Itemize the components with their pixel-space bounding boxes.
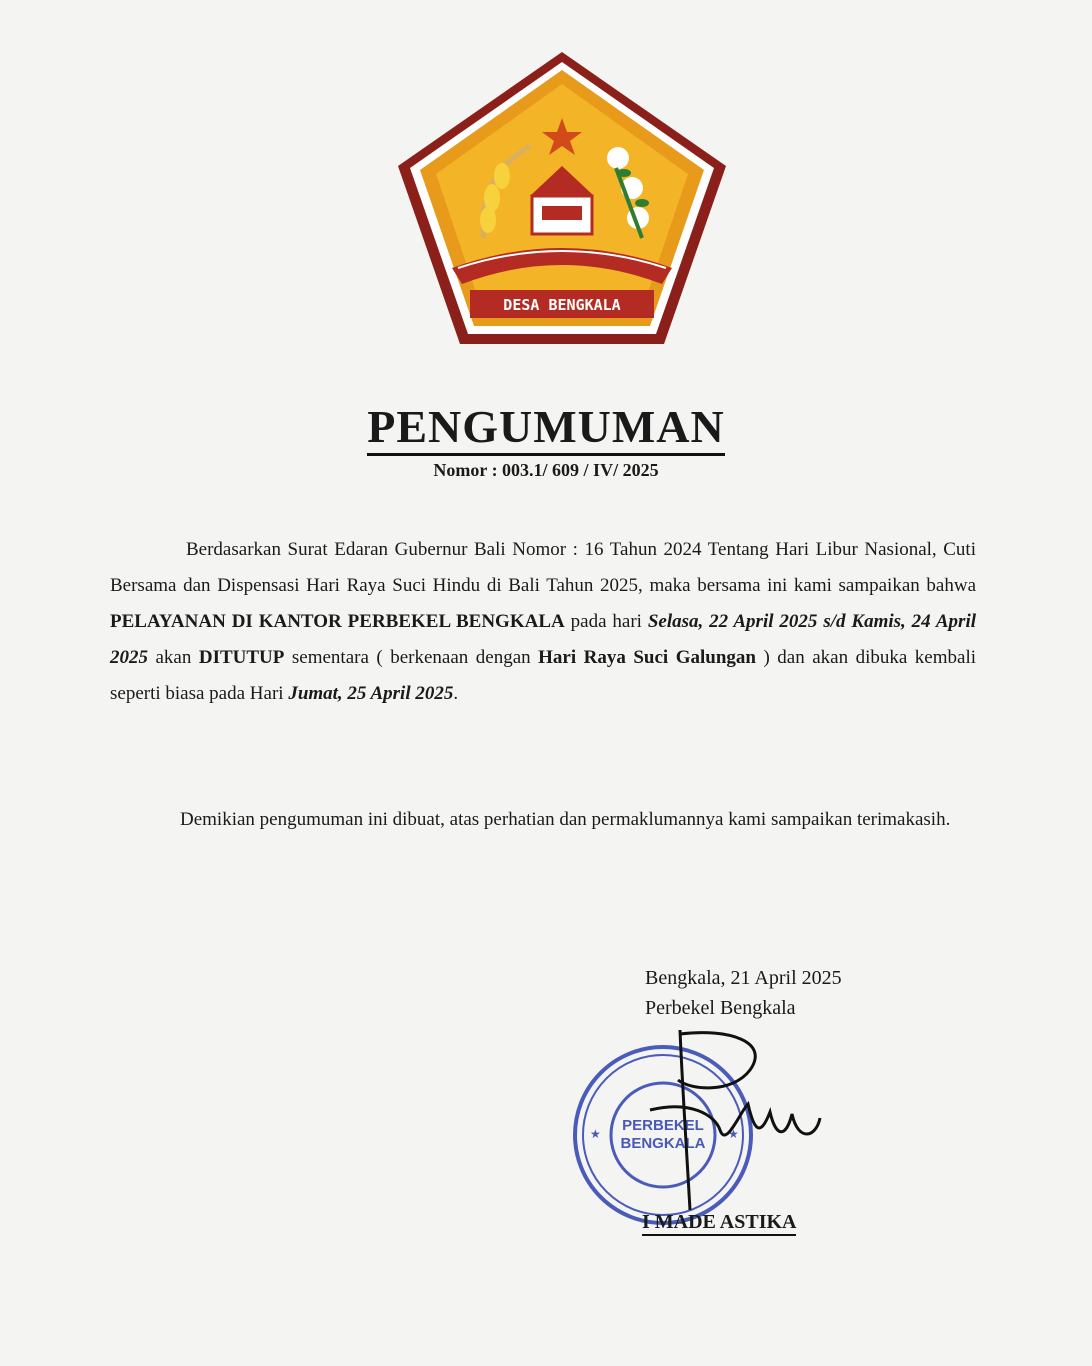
signature-place-date: Bengkala, 21 April 2025 xyxy=(645,967,842,989)
page-title: PENGUMUMAN xyxy=(0,400,1092,453)
village-emblem-logo xyxy=(392,48,732,348)
svg-text:★: ★ xyxy=(590,1127,601,1141)
announcement-paragraph: Berdasarkan Surat Edaran Gubernur Bali Nomor : 16 Tahun 2024 Tentang Hari Libur Nasional, Cuti Bersama dan Dispensasi Hari Raya Suci Hindu di Bali Tahun 2025, maka bersama ini kami sampaikan bahwa PELAYANAN DI KANTOR PERBEKEL BENGKALA pada hari Selasa, 22 April 2025 s/d Kamis, 24 April 2025 akan DITUTUP sementara ( berkenaan dengan Hari Raya Suci Galungan ) dan akan dibuka kembali seperti biasa pada Hari Jumat, 25 April 2025. xyxy=(110,539,976,704)
svg-text:PERBEKEL: PERBEKEL xyxy=(622,1117,704,1134)
document-number: Nomor : 003.1/ 609 / IV/ 2025 xyxy=(433,460,659,480)
signature-role: Perbekel Bengkala xyxy=(645,997,796,1019)
official-stamp xyxy=(568,1040,758,1230)
signatory-name: I MADE ASTIKA xyxy=(642,1211,796,1236)
svg-text:★: ★ xyxy=(728,1127,739,1141)
logo-text: DESA BENGKALA xyxy=(503,296,621,314)
closing-paragraph: Demikian pengumuman ini dibuat, atas perhatian dan permaklumannya kami sampaikan terimakasih. xyxy=(180,809,951,830)
svg-text:BENGKALA: BENGKALA xyxy=(620,1135,706,1152)
